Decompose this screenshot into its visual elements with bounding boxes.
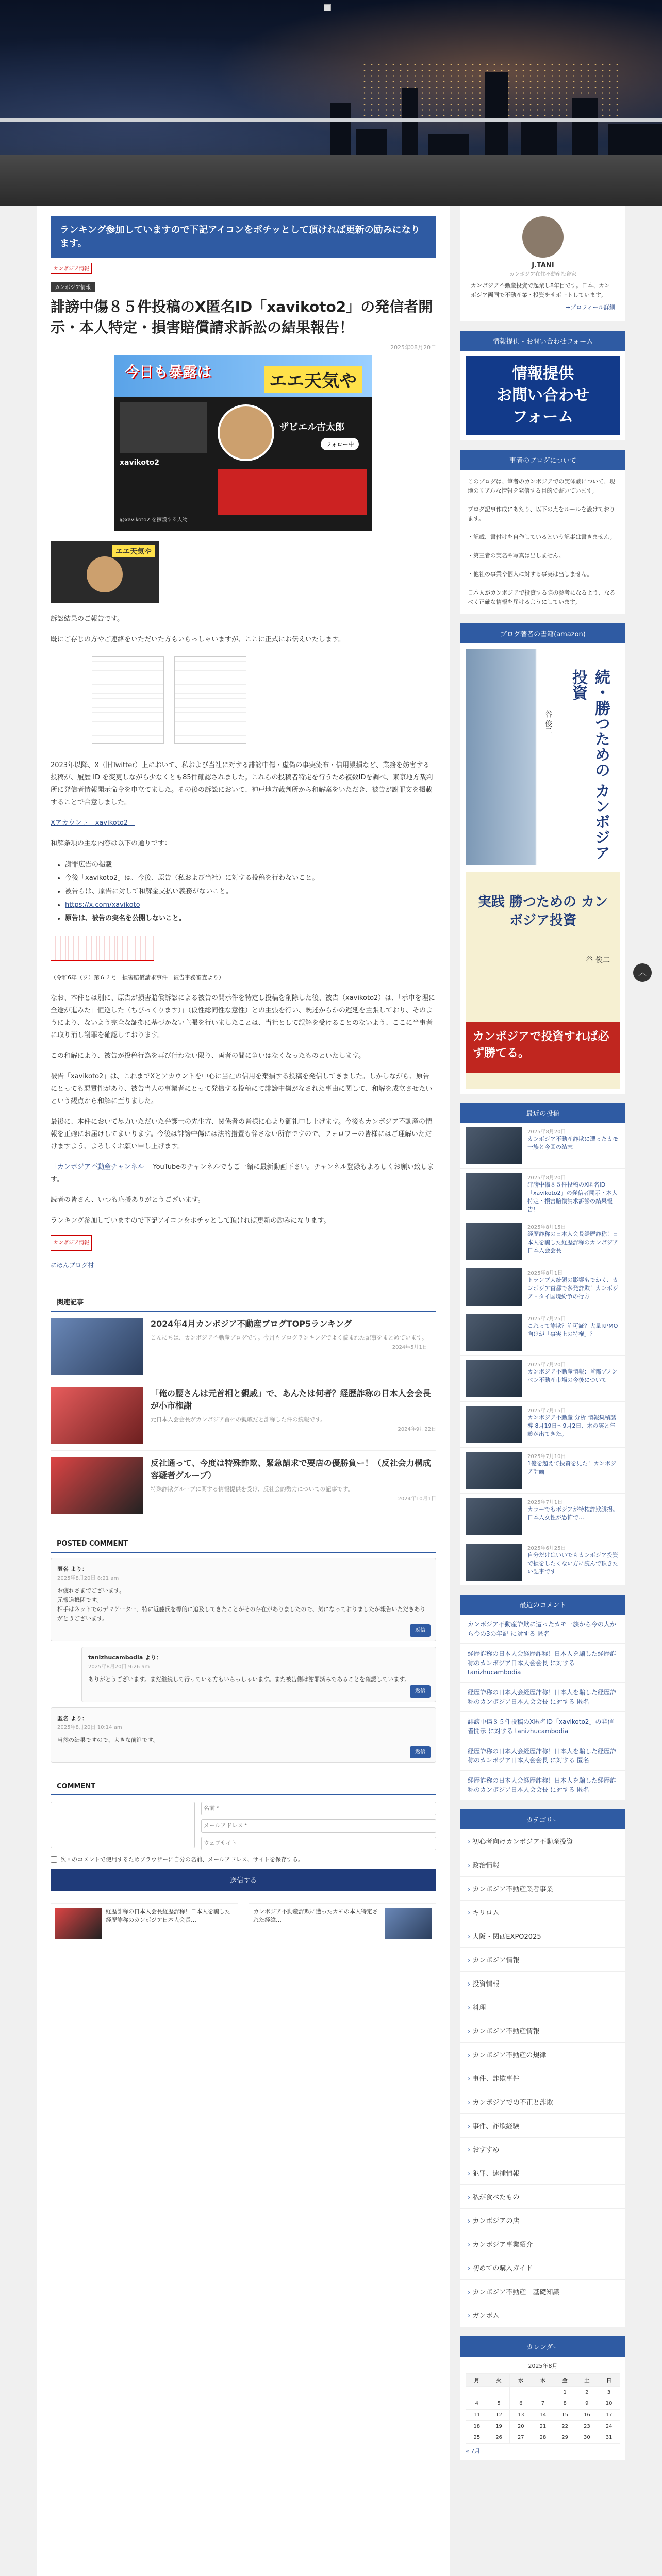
website-field[interactable] xyxy=(201,1837,436,1850)
handle: xavikoto2 xyxy=(120,459,160,467)
related-title[interactable]: 「俺の腰さんは元首相と親戚」で、あんたは何者？経歴詐称の日本人会会長が小市権謝 xyxy=(151,1388,431,1411)
chevron-right-icon: › xyxy=(468,2241,471,2249)
category-item[interactable] xyxy=(460,1829,625,1853)
recent-posts-widget xyxy=(460,1103,625,1585)
reply-button[interactable]: 返信 xyxy=(410,1624,431,1637)
recent-comments-widget xyxy=(460,1595,625,1800)
calendar-day[interactable]: 24 xyxy=(598,2421,620,2432)
calendar-day-header: 月 xyxy=(466,2374,488,2387)
list-item: • 謝罪広告の掲載 xyxy=(65,858,436,872)
related-date: 2024年10月1日 xyxy=(398,1496,436,1502)
category-label: 大阪・関西EXPO2025 xyxy=(472,1933,541,1941)
comment-date: 2025年8月20日 10:14 am xyxy=(57,1725,122,1731)
thumb-avatar xyxy=(87,556,123,592)
paragraph: 和解条項の主な内容は以下の通りです： xyxy=(51,840,172,848)
comment xyxy=(51,1558,436,1641)
related-excerpt: こんにちは、カンボジア不動産ブログです。今月もブログランキングでよく読まれた記事をまとめています。 xyxy=(151,1334,427,1341)
reply-button[interactable]: 返信 xyxy=(410,1746,431,1758)
calendar-day[interactable]: 25 xyxy=(466,2432,488,2444)
chevron-right-icon: › xyxy=(468,2123,471,2130)
books-widget xyxy=(460,623,625,1094)
comment-date: 2025年8月20日 8:21 am xyxy=(57,1575,119,1581)
comment-form-heading xyxy=(51,1778,436,1795)
category-item[interactable] xyxy=(460,2232,625,2256)
recent-post-item[interactable] xyxy=(460,1123,625,1169)
chevron-right-icon: › xyxy=(468,2099,471,2107)
recent-post-item[interactable] xyxy=(460,1264,625,1310)
comments-heading-label: POSTED COMMENT xyxy=(57,1540,128,1548)
related-excerpt: 特殊詐欺グループに関する情報提供を受け、反社会的勢力についての記事です。 xyxy=(151,1486,354,1493)
profile-name: J.TANI xyxy=(532,262,554,269)
related-excerpt: 元日本人会会長がカンボジア首相の親戚だと詐称した件の続報です。 xyxy=(151,1416,326,1423)
chevron-right-icon: › xyxy=(468,1933,471,1941)
recent-post-date: 2025年8月20日 xyxy=(527,1129,566,1135)
chevron-right-icon: › xyxy=(468,2217,471,2225)
category-label: ガンボム xyxy=(472,2312,500,2320)
category-item[interactable] xyxy=(460,2185,625,2209)
reply-button[interactable]: 返信 xyxy=(410,1685,431,1698)
recent-post-item[interactable] xyxy=(460,1539,625,1585)
next-post-link[interactable] xyxy=(249,1903,436,1943)
category-item[interactable] xyxy=(460,1948,625,1972)
avatar xyxy=(218,404,274,461)
recent-post-item[interactable] xyxy=(460,1169,625,1218)
category-label: 料理 xyxy=(472,2004,486,2012)
recent-post-date: 2025年6月25日 xyxy=(527,1546,566,1551)
comment-reply xyxy=(81,1647,436,1702)
hero-image xyxy=(0,0,662,206)
calendar-heading: カレンダー xyxy=(460,2336,625,2357)
calendar-prev-link[interactable]: « 7月 xyxy=(466,2448,481,2454)
category-label: カンボジア情報 xyxy=(472,1957,520,1964)
comment-author: 匿名 より： xyxy=(57,1715,88,1722)
category-label: カンボジアの店 xyxy=(472,2217,520,2225)
calendar-day-header: 金 xyxy=(554,2374,576,2387)
category-item[interactable] xyxy=(460,2019,625,2043)
chevron-right-icon: › xyxy=(468,2265,471,2273)
calendar-day-header: 土 xyxy=(576,2374,598,2387)
comment-body: 当然の結果ですので、大きな前進です。 xyxy=(57,1737,159,1743)
comment-body: ありがとうございます。まだ継続して行っている方もいらっしゃいます。また被告側は謝罪済みであることを確認しています。 xyxy=(88,1676,410,1683)
category-label: 犯罪、逮捕情報 xyxy=(472,2170,520,2178)
recent-post-thumb xyxy=(466,1223,522,1260)
category-item[interactable] xyxy=(460,2043,625,2066)
name-field[interactable] xyxy=(201,1802,436,1815)
calendar-day[interactable]: 16 xyxy=(576,2410,598,2421)
category-item[interactable] xyxy=(460,1924,625,1948)
prev-thumb xyxy=(55,1908,102,1939)
recent-comment-item[interactable]: 誹謗中傷８５件投稿のX匿名ID「xavikoto2」の発信者開示 に対する tanizhucambodia xyxy=(460,1712,625,1741)
bottom-ranking-badge[interactable]: カンボジア情報 xyxy=(51,1235,92,1251)
calendar-month: 2025年8月 xyxy=(528,2363,558,2369)
recent-post-title[interactable]: トランプ大統領の影響もでかく、カンボジア首都で多発詐欺！カンボジア・タイ国境紛争の行方 xyxy=(527,1277,618,1300)
thumbnail-image xyxy=(51,541,159,603)
calendar-day[interactable]: 28 xyxy=(532,2432,554,2444)
chevron-right-icon: › xyxy=(468,2289,471,2296)
category-item[interactable] xyxy=(460,2303,625,2327)
comment-author: 匿名 より： xyxy=(57,1566,88,1572)
post-date: 2025年08月20日 xyxy=(390,344,436,351)
recent-post-date: 2025年7月25日 xyxy=(527,1316,566,1322)
category-label: カンボジア不動産の規律 xyxy=(472,2052,547,2059)
recent-post-item[interactable] xyxy=(460,1356,625,1402)
paragraph: この和解により、被告が投稿行為を再び行わない限り、両者の間に争いはなくなったものといたします。 xyxy=(51,1052,365,1060)
calendar-day-header: 木 xyxy=(532,2374,554,2387)
article xyxy=(51,280,436,1943)
category-label: カンボジア不動産業者事業 xyxy=(472,1886,553,1893)
categories-widget xyxy=(460,1809,625,2327)
recent-post-title[interactable]: 自分だけはいいでもカンボジア投資で損をしたくない方に読んで頂きたい記事です xyxy=(527,1552,618,1575)
calendar-day-header: 水 xyxy=(510,2374,532,2387)
recent-post-thumb xyxy=(466,1127,522,1164)
quoted-text-block xyxy=(218,469,367,515)
paragraph: 2023年以降、X（旧Twitter）上において、私および当社に対する誹謗中傷・虚偽の事実流布・信用毀損など、業務を妨害する投稿が、履歴 ID を変更しながら少なくとも85件確認されました。これらの投稿者特定を行うため複数IDを調べ、東京地方裁判所に発信者情報開示命令を申立てました。その後の訴訟において、神戸地方裁判所から和解案をいただき、被告が謝罪文を掲載することで合意しました。 xyxy=(51,761,433,806)
post-title: 誹謗中傷８５件投稿のX匿名ID「xavikoto2」の発信者開示・本人特定・損害賠償請求訴訟の結果報告！ xyxy=(51,298,433,336)
document-images xyxy=(92,656,395,744)
chevron-right-icon: › xyxy=(468,2028,471,2036)
related-section xyxy=(51,1293,436,1520)
profile-widget xyxy=(460,206,625,321)
eyecatch-image xyxy=(114,355,372,531)
recent-post-thumb xyxy=(466,1173,522,1210)
calendar-day[interactable]: 3 xyxy=(598,2387,620,2398)
recent-post-title[interactable]: これって詐欺？許可証？大量RPMO向けが「事実上の特権」？ xyxy=(527,1323,618,1337)
nihon-blog-mura-link[interactable]: にほんブログ村 xyxy=(51,1262,94,1269)
recent-comment-item[interactable]: 経歴詐称の日本人会経歴詐称！日本人を騙した経歴詐称のカンボジア日本人会会長 に対する 匿名 xyxy=(460,1741,625,1771)
category-label: おすすめ xyxy=(472,2146,500,2154)
calendar-day[interactable]: 2 xyxy=(576,2387,598,2398)
case-note: （令和6年（ワ）第６２号 損害賠償請求事件 被告事務審査より） xyxy=(51,974,224,981)
calendar-day[interactable]: 26 xyxy=(488,2432,510,2444)
profile-desc: カンボジア不動産投資で起業し8年目です。日本、カンボジア両国で不動産業・投資をサポートしています。 xyxy=(471,282,610,298)
related-heading xyxy=(51,1293,436,1312)
calendar-day[interactable]: 15 xyxy=(554,2410,576,2421)
save-info-checkbox[interactable] xyxy=(51,1856,57,1863)
calendar-day[interactable] xyxy=(466,2387,488,2398)
calendar-day[interactable]: 14 xyxy=(532,2410,554,2421)
calendar-day[interactable]: 7 xyxy=(532,2398,554,2410)
book-cover-1[interactable] xyxy=(466,649,620,865)
sidebar xyxy=(460,206,625,2469)
eyecatch-big-text: エエ天気や xyxy=(264,366,362,393)
chevron-right-icon: › xyxy=(468,2312,471,2320)
contact-widget xyxy=(460,331,625,440)
chevron-right-icon: › xyxy=(468,2146,471,2154)
calendar-day[interactable]: 8 xyxy=(554,2398,576,2410)
category-item[interactable] xyxy=(460,2161,625,2185)
recent-post-title[interactable]: 1億を超えて投資を見た！カンボジア計画 xyxy=(527,1460,616,1475)
chevron-right-icon: › xyxy=(468,2075,471,2083)
scroll-to-top-icon[interactable]: ︿ xyxy=(633,963,652,982)
recent-post-item[interactable] xyxy=(460,1218,625,1264)
calendar-day[interactable] xyxy=(488,2387,510,2398)
submit-button[interactable]: 送信する xyxy=(51,1869,436,1891)
calendar-widget xyxy=(460,2336,625,2460)
thumb-title: エエ天気や xyxy=(112,545,155,557)
ranking-badge[interactable]: カンボジア情報 xyxy=(51,263,92,274)
category-label: 初心者向けカンボジア不動産投資 xyxy=(472,1838,573,1846)
calendar-day[interactable]: 4 xyxy=(466,2398,488,2410)
category-label: カンボジア不動産 基礎知識 xyxy=(472,2289,560,2296)
category-item[interactable] xyxy=(460,1877,625,1901)
recent-post-date: 2025年8月15日 xyxy=(527,1225,566,1230)
main-column xyxy=(37,206,450,2576)
handwritten-snippet xyxy=(51,936,154,961)
profile-role: カンボジア在住不動産投資家 xyxy=(509,272,576,277)
chevron-right-icon: › xyxy=(468,1957,471,1964)
category-label: カンボジアでの不正と詐欺 xyxy=(472,2099,553,2107)
recent-post-date: 2025年7月15日 xyxy=(527,1408,566,1414)
recent-post-date: 2025年8月20日 xyxy=(527,1175,566,1181)
chevron-right-icon: › xyxy=(468,1886,471,1893)
contact-heading: 情報提供・お問い合わせフォーム xyxy=(460,331,625,351)
youtube-channel-link[interactable]: 「カンボジア不動産チャンネル」 xyxy=(51,1163,151,1171)
paragraph: 被告「xavikoto2」は、これまでXとアカウントを中心に当社の信用を棄損する投稿を発信してきました。しかしながら、原告にとっても悪質性があり、被告当人の事業者にとって発信する投稿にて誹謗中傷がなされた事由に関して、和解を成立させたいという観点から和解に至りました。 xyxy=(51,1073,433,1105)
category-label: 私が食べたもの xyxy=(472,2194,520,2201)
category-label: カンボジア事業紹介 xyxy=(472,2241,533,2249)
chevron-right-icon: › xyxy=(468,2004,471,2012)
save-info-label: 次回のコメントで使用するためブラウザーに自分の名前、メールアドレス、サイトを保存する。 xyxy=(60,1856,304,1863)
recent-post-item[interactable] xyxy=(460,1448,625,1494)
books-heading: ブログ著者の書籍(amazon) xyxy=(460,623,625,643)
book2-band: カンボジアで投資すれば必ず勝てる。 xyxy=(466,1022,620,1073)
calendar-day[interactable]: 23 xyxy=(576,2421,598,2432)
calendar-day[interactable]: 13 xyxy=(510,2410,532,2421)
x-url-link[interactable]: https://x.com/xavikoto xyxy=(65,901,140,909)
category-label: 事件、詐欺経験 xyxy=(472,2123,520,2130)
paragraph: YouTubeのチャンネルでもご一緒に最新動画下さい。チャンネル登録もよろしくお願い致します。 xyxy=(51,1163,434,1183)
recent-post-thumb xyxy=(466,1360,522,1397)
calendar-day[interactable]: 21 xyxy=(532,2421,554,2432)
related-item[interactable] xyxy=(51,1381,436,1451)
paragraph: 既にご存じの方やご連絡をいただいた方もいらっしゃいますが、ここに正式にお伝えいたします。 xyxy=(51,636,345,643)
category-label: カンボジア不動産情報 xyxy=(472,2028,540,2036)
notice-text: このブログは、筆者のカンボジアでの実体験について、現地のリアルな情報を発信する目的で書いています。 ブログ記事作成にあたり、以下の点をルールを設けております。 ・記載、書付けを自作しているという記事は書きません。 ・第三者の実名や写真は出しません。 ・他社の事業や個人に対する事実は出しません。 日本人がカンボジアで投資する際の参考になるよう、なるべく正確な情報を届けるようにしています。 xyxy=(468,478,616,605)
profile-photo xyxy=(120,402,207,453)
notice-heading: 事者のブログについて xyxy=(460,450,625,470)
category-label: キリロム xyxy=(472,1909,500,1917)
recent-heading: 最近の投稿 xyxy=(460,1103,625,1123)
comment-body: お疲れさまでございます。 元報道機関です。 相手はネットでのデマゲーター、特に近藤氏を標的に追及してきたことがその存在がありましたので、気になっておりましたが報告いただきありがとうございます。 xyxy=(57,1587,426,1622)
comment-textarea[interactable] xyxy=(51,1802,195,1848)
recent-post-date: 2025年7月20日 xyxy=(527,1362,566,1368)
recent-comment-item[interactable]: 経歴詐称の日本人会経歴詐称！日本人を騙した経歴詐称のカンボジア日本人会会長 に対する 匿名 xyxy=(460,1683,625,1712)
category-label: 事件、詐欺事件 xyxy=(472,2075,520,2083)
calendar-table xyxy=(466,2373,620,2444)
recent-post-title[interactable]: カンボジア不動産情報：首都プノンペン不動産市場の今後について xyxy=(527,1368,618,1383)
related-thumb xyxy=(51,1387,143,1444)
recent-post-thumb xyxy=(466,1544,522,1581)
recent-post-title[interactable]: カラーでもボジアが特権詐欺誘拐。日本人女性が恐怖で… xyxy=(527,1506,618,1521)
next-post-title: カンボジア不動産詐欺に遭ったカモの本人特定された経緯… xyxy=(253,1908,378,1923)
recent-post-item[interactable] xyxy=(460,1310,625,1356)
related-date: 2024年5月1日 xyxy=(392,1345,427,1350)
category-label: 政治情報 xyxy=(472,1862,500,1870)
calendar-day[interactable]: 18 xyxy=(466,2421,488,2432)
related-title[interactable]: 反社通って、今度は特殊詐欺、緊急請求で要店の優勝負ー！（反社会力構成容疑者グループ） xyxy=(151,1458,431,1480)
paragraph: 訴訟結果のご報告です。 xyxy=(51,615,124,623)
calendar-day[interactable]: 29 xyxy=(554,2432,576,2444)
calendar-day[interactable]: 11 xyxy=(466,2410,488,2421)
profile-avatar xyxy=(522,216,564,258)
category-item[interactable] xyxy=(460,2114,625,2138)
recent-post-item[interactable] xyxy=(460,1402,625,1448)
calendar-day[interactable]: 19 xyxy=(488,2421,510,2432)
list-item: • 今後「xavikoto2」は、今後、原告（私および当社）に対する投稿を行わないこと。 xyxy=(65,872,436,885)
image-placeholder-icon xyxy=(324,4,331,11)
category-item[interactable] xyxy=(460,2209,625,2232)
category-item[interactable] xyxy=(460,2138,625,2161)
notice-widget xyxy=(460,450,625,614)
category-item[interactable] xyxy=(460,2256,625,2280)
recent-post-title[interactable]: カンボジア不動産詐欺に遭ったカモ一族と今回の結末 xyxy=(527,1136,618,1150)
category-item[interactable] xyxy=(460,1901,625,1924)
category-tag[interactable]: カンボジア情報 xyxy=(51,282,95,292)
book1-author: 谷 俊二 xyxy=(544,710,552,735)
related-heading-label: 関連記事 xyxy=(57,1299,84,1307)
email-field[interactable] xyxy=(201,1819,436,1833)
calendar-day-header: 日 xyxy=(598,2374,620,2387)
book-cover-2[interactable] xyxy=(466,872,620,1089)
categories-heading: カテゴリー xyxy=(460,1809,625,1829)
eyecatch-caption: @xavikoto2 を擁護する人物 xyxy=(120,517,188,523)
recent-comment-item[interactable]: 経歴詐称の日本人会経歴詐称！日本人を騙した経歴詐称のカンボジア日本人会会長 に対する tanizhucambodia xyxy=(460,1644,625,1683)
calendar-day[interactable]: 31 xyxy=(598,2432,620,2444)
post-navigation xyxy=(51,1903,436,1943)
calendar-day[interactable]: 12 xyxy=(488,2410,510,2421)
book2-author: 谷 俊二 xyxy=(586,956,610,964)
category-item[interactable] xyxy=(460,1853,625,1877)
calendar-day[interactable] xyxy=(532,2387,554,2398)
list-item-bold: • 原告は、被告の実名を公開しないこと。 xyxy=(65,912,436,925)
chevron-right-icon: › xyxy=(468,2052,471,2059)
category-label: 初めての購入ガイド xyxy=(472,2265,533,2273)
ranking-banner: ランキング参加していますので下記アイコンをポチッとして頂ければ更新の励みになります。 xyxy=(51,216,436,258)
calendar-day[interactable]: 30 xyxy=(576,2432,598,2444)
category-item[interactable] xyxy=(460,2280,625,2303)
recent-post-date: 2025年7月10日 xyxy=(527,1454,566,1460)
profile-more-link[interactable]: →プロフィール詳細 xyxy=(565,304,615,311)
follow-button[interactable]: フォロー中 xyxy=(321,438,359,450)
book1-title: 続・勝つための カンボジア投資 xyxy=(569,669,610,860)
comment-date: 2025年8月20日 9:26 am xyxy=(88,1664,150,1670)
category-item[interactable] xyxy=(460,1995,625,2019)
recent-post-thumb xyxy=(466,1452,522,1489)
prev-post-link[interactable] xyxy=(51,1903,238,1943)
recent-post-title[interactable]: 経歴詐称の日本人会長経歴詐称！日本人を騙した経歴詐称のカンボジア日本人会会長 xyxy=(527,1231,618,1254)
calendar-day[interactable]: 10 xyxy=(598,2398,620,2410)
recent-post-date: 2025年7月1日 xyxy=(527,1500,563,1505)
calendar-day-header: 火 xyxy=(488,2374,510,2387)
calendar-day[interactable]: 22 xyxy=(554,2421,576,2432)
comment-form-heading-label: COMMENT xyxy=(57,1783,96,1790)
account-name: ザビエル古太郎 xyxy=(279,422,344,433)
paragraph: 読者の皆さん、いつも応援ありがとうございます。 xyxy=(51,1196,205,1204)
chevron-right-icon: › xyxy=(468,1980,471,1988)
chevron-right-icon: › xyxy=(468,1862,471,1870)
book2-title: 実践 勝つための カンボジア投資 xyxy=(477,894,608,928)
calendar-day[interactable]: 27 xyxy=(510,2432,532,2444)
chevron-right-icon: › xyxy=(468,2194,471,2201)
calendar-day[interactable]: 1 xyxy=(554,2387,576,2398)
balcony-rail xyxy=(0,118,662,122)
related-item[interactable] xyxy=(51,1312,436,1381)
category-item[interactable] xyxy=(460,1972,625,1995)
list-item: • 被告らは、原告に対して和解金支払い義務がないこと。 xyxy=(65,885,436,899)
eyecatch-top-text: 今日も暴露は xyxy=(125,363,212,380)
category-item[interactable] xyxy=(460,2090,625,2114)
contact-banner[interactable]: 情報提供 お問い合わせ フォーム xyxy=(466,356,620,435)
recent-post-thumb xyxy=(466,1314,522,1351)
comment-form xyxy=(51,1778,436,1891)
document-thumb xyxy=(92,656,164,744)
recent-post-title[interactable]: カンボジア不動産 分析 情報集積誘導 8月19日〜9月2日、木の実と年齢が出てきた。 xyxy=(527,1414,616,1437)
document-thumb xyxy=(174,656,246,744)
comments-heading xyxy=(51,1536,436,1553)
calendar-day[interactable]: 20 xyxy=(510,2421,532,2432)
comment xyxy=(51,1707,436,1763)
chevron-right-icon: › xyxy=(468,1909,471,1917)
paragraph: ランキング参加していますので下記アイコンをポチッとして頂ければ更新の励みになります。 xyxy=(51,1217,330,1225)
paragraph: 最後に、本件において尽力いただいた弁護士の先生方、関係者の皆様に心より御礼申し上げます。今後もカンボジア不動産の情報を正確にお届けしてまいります。今後は誹謗中傷には法的措置も辞さない所存ですので、フォロワーの皆様にはご理解いただけますよう、よろしくお願い申し上げます。 xyxy=(51,1118,432,1150)
calendar-day[interactable]: 9 xyxy=(576,2398,598,2410)
chevron-right-icon: › xyxy=(468,1838,471,1846)
chevron-right-icon: › xyxy=(468,2170,471,2178)
prev-post-title: 経歴詐称の日本人会長経歴詐称！日本人を騙した経歴詐称のカンボジア日本人会長… xyxy=(106,1908,230,1923)
comment-author: tanizhucambodia より： xyxy=(88,1654,162,1661)
recent-post-title[interactable]: 誹謗中傷８５件投稿のX匿名ID「xavikoto2」の発信者開示・本人特定・損害賠償請求訴訟の結果報告！ xyxy=(527,1181,618,1213)
next-thumb xyxy=(385,1908,432,1939)
comments-section xyxy=(51,1536,436,1763)
related-thumb xyxy=(51,1457,143,1514)
recent-post-thumb xyxy=(466,1406,522,1443)
settlement-list xyxy=(65,858,436,925)
recent-comments-heading: 最近のコメント xyxy=(460,1595,625,1615)
related-title[interactable]: 2024年4月カンボジア不動産ブログTOP5ランキング xyxy=(151,1319,352,1329)
category-item[interactable] xyxy=(460,2066,625,2090)
calendar-day[interactable]: 5 xyxy=(488,2398,510,2410)
calendar-day[interactable]: 6 xyxy=(510,2398,532,2410)
related-date: 2024年9月22日 xyxy=(398,1427,436,1432)
category-label: 投資情報 xyxy=(472,1980,500,1988)
recent-post-date: 2025年8月1日 xyxy=(527,1270,563,1276)
paragraph: なお、本件とは別に、原告が損害賠償訴訟による被告の開示件を特定し投稿を削除した後、被告（xavikoto2）は、「示申を理に全途が進みた」恒逆した（ちびっくります）」（仮性総同性な意性）との主張を行い、既述からかの遅延を主張しており、そのようにより、ないよう完全な証拠に基づかない主張を行いましたことは、当社として誤解を受けることのないよう、ここに当事者に取り消し謝罪を確認しております。 xyxy=(51,994,435,1039)
recent-comment-item[interactable]: カンボジア不動産詐欺に遭ったカモ一族から今の人から今の3の年記 に対する 匿名 xyxy=(460,1615,625,1644)
calendar-day[interactable]: 17 xyxy=(598,2410,620,2421)
recent-post-thumb xyxy=(466,1498,522,1535)
related-item[interactable] xyxy=(51,1451,436,1520)
recent-comment-item[interactable]: 経歴詐称の日本人会経歴詐称！日本人を騙した経歴詐称のカンボジア日本人会会長 に対する 匿名 xyxy=(460,1771,625,1800)
recent-post-thumb xyxy=(466,1268,522,1306)
x-account-link[interactable]: Xアカウント「xavikoto2」 xyxy=(51,819,135,827)
recent-post-item[interactable] xyxy=(460,1494,625,1539)
related-thumb xyxy=(51,1318,143,1375)
balcony-floor xyxy=(0,155,662,206)
calendar-day[interactable] xyxy=(510,2387,532,2398)
